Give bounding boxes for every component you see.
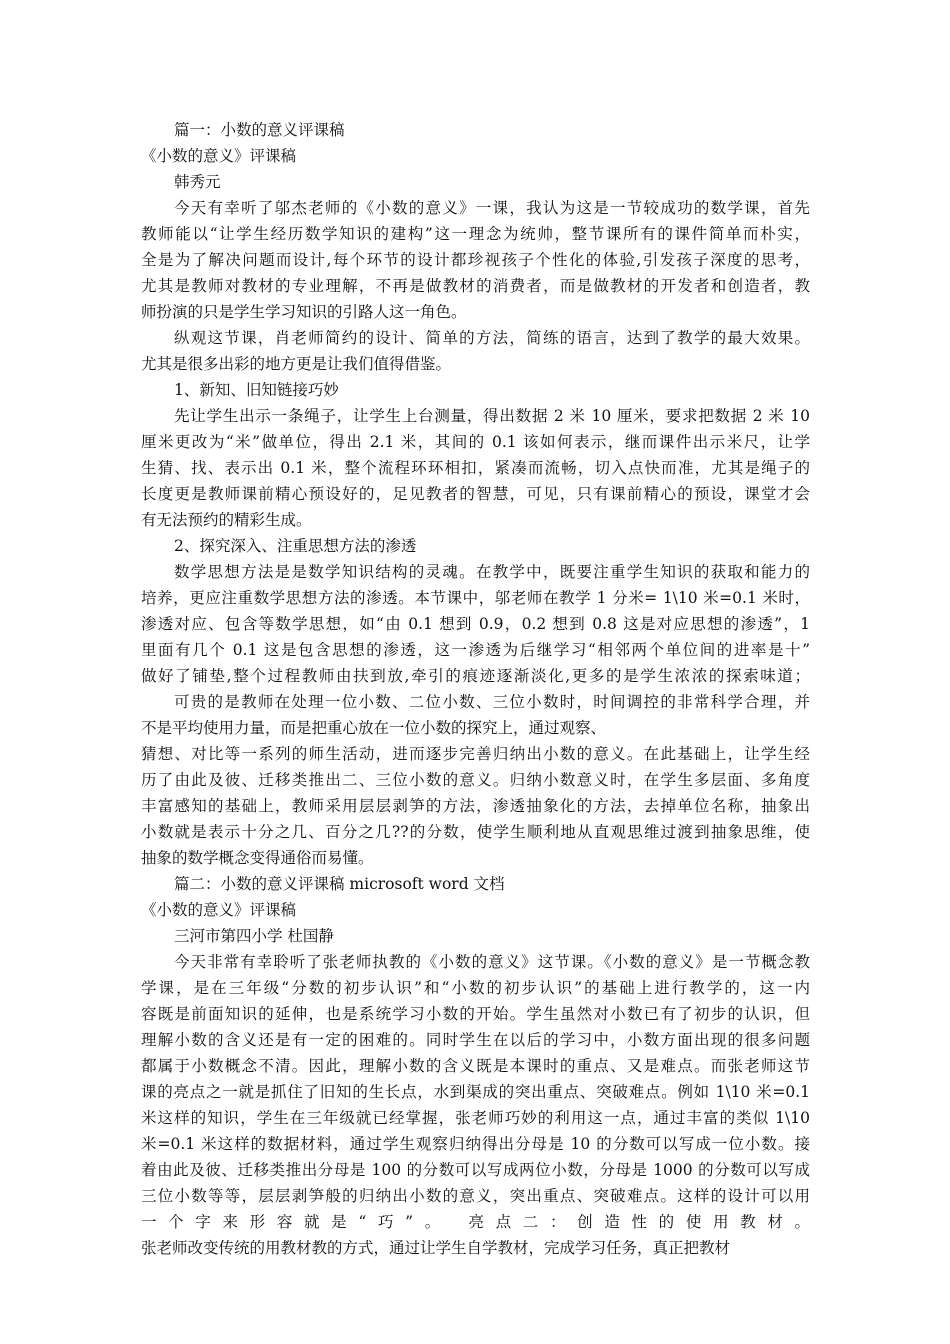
- text-line: 可贵的是教师在处理一位小数、二位小数、三位小数时，时间调控的非常科学合理，并: [174, 693, 810, 711]
- text-line: 有无法预约的精彩生成。: [141, 511, 312, 529]
- title-review-two: 《小数的意义》评课稿: [141, 901, 297, 919]
- text-line: 着由此及彼、迁移类推出分母是 100 的分数可以写成两位小数，分母是 1000 的分数可以写成: [141, 1161, 810, 1179]
- text-line: 都属于小数概念不清。因此，理解小数的含义既是本课时的重点、又是难点。而张老师这节: [141, 1057, 810, 1075]
- text-line: 小数就是表示十分之几、百分之几??的分数，使学生顺利地从直观思维过渡到抽象思维，使: [141, 823, 810, 841]
- text-line: 全是为了解决问题而设计,每个环节的设计都珍视孩子个性化的体验,引发孩子深度的思考，: [141, 251, 810, 269]
- heading-part-one: 篇一：小数的意义评课稿: [174, 121, 345, 139]
- text-line: 渗透对应、包含等数学思想，如“由 0.1 想到 0.9，0.2 想到 0.8 这是对应思想的渗透”，1: [141, 615, 810, 633]
- text-line: 做好了铺垫,整个过程教师由扶到放,牵引的痕迹逐渐淡化,更多的是学生浓浓的探索味道；: [141, 667, 810, 685]
- text-line: 今天非常有幸聆听了张老师执教的《小数的意义》这节课。《小数的意义》是一节概念教: [174, 953, 810, 971]
- text-line: 不是平均使用力量，而是把重心放在一位小数的探究上，通过观察、: [141, 719, 607, 737]
- text-line: 今天有幸听了邬杰老师的《小数的意义》一课，我认为这是一节较成功的数学课，首先: [174, 199, 810, 217]
- text-line: 教师能以“让学生经历数学知识的建构”这一理念为统帅，整节课所有的课件简单而朴实，: [141, 225, 810, 243]
- section-heading: 1、新知、旧知链接巧妙: [174, 381, 339, 399]
- text-line: 丰富感知的基础上，教师采用层层剥笋的方法，渗透抽象化的方法，去掉单位名称，抽象出: [141, 797, 810, 815]
- title-review-one: 《小数的意义》评课稿: [141, 147, 297, 165]
- text-line: 历了由此及彼、迁移类推出二、三位小数的意义。归纳小数意义时，在学生多层面、多角度: [141, 771, 810, 789]
- text-line: 尤其是很多出彩的地方更是让我们值得借鉴。: [141, 355, 452, 373]
- text-line: 猜想、对比等一系列的师生活动，进而逐步完善归纳出小数的意义。在此基础上，让学生经: [141, 745, 810, 763]
- text-line: 课的亮点之一就是抓住了旧知的生长点，水到渠成的突出重点、突破难点。例如 1\10 米=0.1: [141, 1083, 810, 1101]
- text-line: 张老师改变传统的用教材教的方式，通过让学生自学教材，完成学习任务，真正把教材: [141, 1239, 731, 1257]
- text-line: 尤其是教师对教材的专业理解，不再是做教材的消费者，而是做教材的开发者和创造者，教: [141, 277, 810, 295]
- text-line: 理解小数的含义还是有一定的困难的。同时学生在以后的学习中，小数方面出现的很多问题: [141, 1031, 810, 1049]
- text-line: 培养，更应注重数学思想方法的渗透。本节课中，邬老师在教学 1 分米= 1\10 米=0.1 米时，: [141, 589, 810, 607]
- text-line: 里面有几个 0.1 这是包含思想的渗透，这一渗透为后继学习“相邻两个单位间的进率是十”: [141, 641, 810, 659]
- text-line: [141, 1261, 810, 1287]
- text-line: 米这样的知识，学生在三年级就已经掌握，张老师巧妙的利用这一点，通过丰富的类似 1\10: [141, 1109, 810, 1127]
- text-line: 厘米更改为“米”做单位，得出 2.1 米，其间的 0.1 该如何表示，继而课件出示米尺，让学: [141, 433, 810, 451]
- text-line: 长度更是教师课前精心预设好的，足见教者的智慧，可见，只有课前精心的预设，课堂才会: [141, 485, 810, 503]
- text-line: 学课，是在三年级“分数的初步认识”和“小数的初步认识”的基础上进行教学的，这一内: [141, 979, 810, 997]
- text-line: 米=0.1 米这样的数据材料，通过学生观察归纳得出分母是 10 的分数可以写成一位小数。接: [141, 1135, 810, 1153]
- author-line: 三河市第四小学 杜国静: [174, 927, 334, 945]
- heading-part-two: 篇二：小数的意义评课稿 microsoft word 文档: [174, 875, 505, 893]
- text-line: 师扮演的只是学生学习知识的引路人这一角色。: [141, 303, 467, 321]
- text-line: 数学思想方法是是数学知识结构的灵魂。在教学中，既要注重学生知识的获取和能力的: [174, 563, 810, 581]
- text-line: 生猜、找、表示出 0.1 米，整个流程环环相扣，紧凑而流畅，切入点快而准，尤其是绳子的: [141, 459, 810, 477]
- text-line: 一个字来形容就是“巧”。 亮点二：创造性的使用教材。: [141, 1213, 810, 1231]
- author-line: 韩秀元: [174, 173, 221, 191]
- text-line: 抽象的数学概念变得通俗而易懂。: [141, 849, 374, 867]
- text-line: 三位小数等等，层层剥笋般的归纳出小数的意义，突出重点、突破难点。这样的设计可以用: [141, 1187, 810, 1205]
- text-line: 纵观这节课，肖老师简约的设计、简单的方法，简练的语言，达到了教学的最大效果。: [174, 329, 810, 347]
- section-heading: 2、探究深入、注重思想方法的渗透: [174, 537, 417, 555]
- text-line: 先让学生出示一条绳子，让学生上台测量，得出数据 2 米 10 厘米，要求把数据 2 米 10: [174, 407, 810, 425]
- text-line: 容既是前面知识的延伸，也是系统学习小数的开始。学生虽然对小数已有了初步的认识，但: [141, 1005, 810, 1023]
